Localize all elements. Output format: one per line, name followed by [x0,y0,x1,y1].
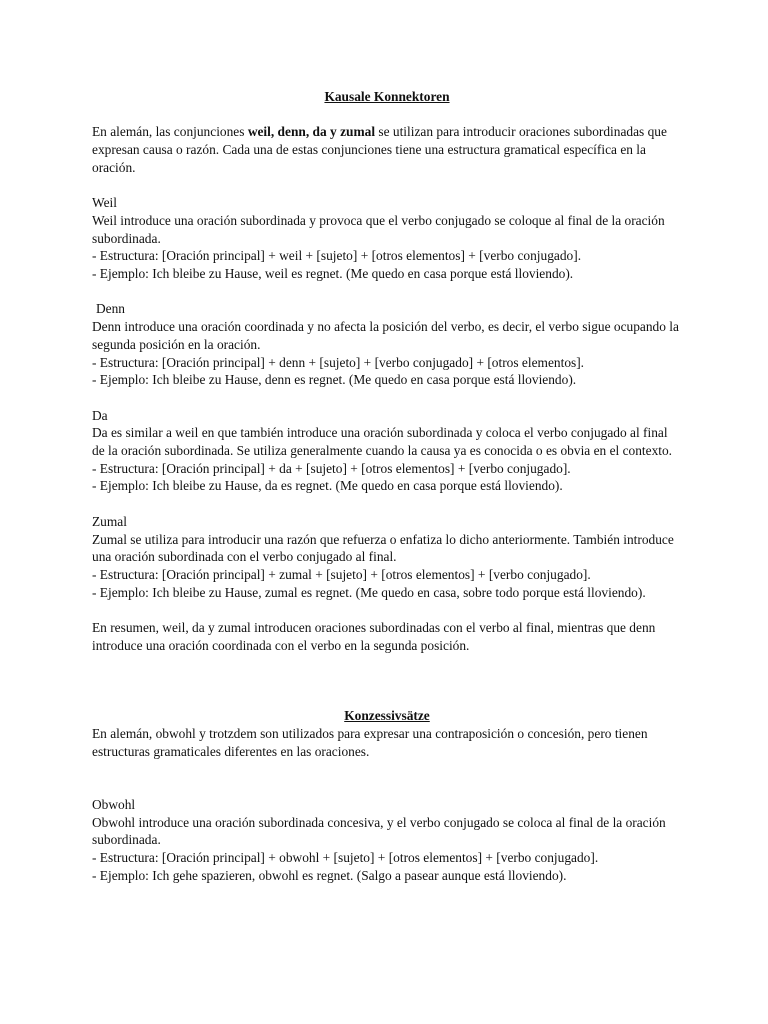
conjunction-structure: - Estructura: [Oración principal] + da + [sujeto] + [otros elementos] + [verbo conjugado]. [92,460,571,476]
conjunction-block-weil [92,194,682,283]
conjunction-block-denn [92,300,682,389]
conjunction-heading: Zumal [92,513,127,529]
conjunction-description: Denn introduce una oración coordinada y no afecta la posición del verbo, es decir, el verbo sigue ocupando la segunda posición en la oración. [92,319,679,352]
conjunction-example: - Ejemplo: Ich bleibe zu Hause, denn es regnet. (Me quedo en casa porque está lloviendo). [92,372,577,388]
conjunction-heading: Denn [96,301,126,317]
conjunction-example: - Ejemplo: Ich bleibe zu Hause, zumal es regnet. (Me quedo en casa, sobre todo porque está lloviendo). [92,584,646,600]
conjunction-heading: Da [92,407,108,423]
intro-text-end: se utilizan para introducir oraciones subordinadas que expresan causa o razón. Cada una de estas conjunciones tiene una estructura gramatical específica en la oración. [92,124,667,175]
conjunction-description: Obwohl introduce una oración subordinada concesiva, y el verbo conjugado se coloca al final de la oración subordinada. [92,814,666,848]
intro-text-start: En alemán, las conjunciones [92,124,248,140]
conjunction-structure: - Estructura: [Oración principal] + obwohl + [sujeto] + [otros elementos] + [verbo conjugado]. [92,850,599,866]
conjunction-block-zumal [92,513,682,602]
summary-paragraph: En resumen, weil, da y zumal introducen oraciones subordinadas con el verbo al final, mientras que denn introduce una oración coordinada con el verbo en la segunda posición. [92,620,656,653]
conjunction-block-da [92,407,682,496]
conjunction-structure: - Estructura: [Oración principal] + weil + [sujeto] + [otros elementos] + [verbo conjugado]. [92,248,582,264]
conjunction-description: Weil introduce una oración subordinada y provoca que el verbo conjugado se coloque al final de la oración subordinada. [92,212,665,246]
conjunction-description: Da es similar a weil en que también introduce una oración subordinada y coloca el verbo conjugado al final de la oración subordinada. Se utiliza generalmente cuando la causa ya es conocida o es obvia en el contexto. [92,425,673,458]
document-page [92,88,682,884]
conjunction-example: - Ejemplo: Ich gehe spazieren, obwohl es regnet. (Salgo a pasear aunque está lloviendo). [92,867,567,883]
intro-paragraph-kausale [92,123,682,176]
conjunction-example: - Ejemplo: Ich bleibe zu Hause, weil es regnet. (Me quedo en casa porque está lloviendo). [92,266,574,281]
section-title-konzessiv: Konzessivsätze [344,708,430,724]
conjunction-block-obwohl [92,796,682,885]
conjunction-heading: Obwohl [92,796,136,812]
conjunction-structure: - Estructura: [Oración principal] + zumal + [sujeto] + [otros elementos] + [verbo conjugado]. [92,566,591,582]
section-title-kausale: Kausale Konnektoren [324,89,450,104]
conjunction-description: Zumal se utiliza para introducir una razón que refuerza o enfatiza lo dicho anteriormente. También introduce una oración subordinada con el verbo conjugado al final. [92,531,674,565]
intro-conjunctions-bold: weil, denn, da y zumal [247,124,376,140]
conjunction-structure: - Estructura: [Oración principal] + denn + [sujeto] + [verbo conjugado] + [otros elementos]. [92,354,585,370]
conjunction-heading: Weil [92,195,117,211]
intro-paragraph-konzessiv: En alemán, obwohl y trotzdem son utilizados para expresar una contraposición o concesión, pero tienen estructuras gramaticales diferentes en las oraciones. [92,726,648,759]
conjunction-example: - Ejemplo: Ich bleibe zu Hause, da es regnet. (Me quedo en casa porque está lloviendo). [92,478,563,494]
